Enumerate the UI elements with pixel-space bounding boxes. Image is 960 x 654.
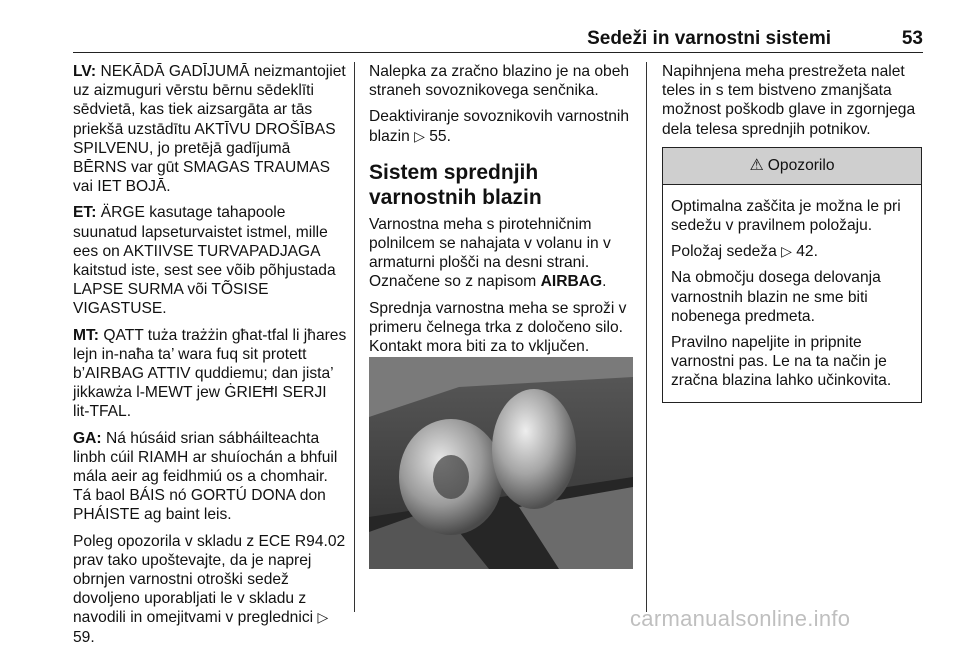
page-ref-link-42[interactable]: 42. (796, 243, 818, 261)
column-divider-1 (354, 62, 355, 612)
warning-header (663, 148, 921, 185)
lang-label-ga: GA: (73, 429, 102, 447)
warning-body (663, 185, 921, 402)
column-middle (369, 62, 635, 363)
page-header (73, 24, 923, 53)
text-et: ÄRGE kasutage tahapoole suunatud lapseturvaistet istmel, mille ees on AKTIIVSE TURVAPADJAGA kaitstud iste, sest see võib põhjustada LAPSE SURMA või TÕSISE VIGASTUSE. (73, 204, 336, 318)
lang-label-mt: MT: (73, 326, 99, 344)
warning-title: Opozorilo (767, 157, 835, 175)
arrow-ref-icon: ▷ (414, 127, 425, 144)
text-lv: NEKĀDĀ GADĪJUMĀ neizmantojiet uz aizmuguri vērstu bērnu sēdeklīti sēdvietā, kas tiek aizsargāta ar tās priekšā uzstādītu AKTĪVU DROŠĪBAS SPILVENU, jo pretējā gadījumā BĒRNS var gūt SMAGAS TRAUMAS vai IET BOJĀ. (73, 63, 346, 196)
warning-paragraph-4: Pravilno napeljite in pripnite varnostni pas. Le na ta način je zračna blazina lahko učinkovita. (671, 334, 892, 390)
warning-paragraph-2 (671, 242, 913, 261)
page-title: Sedeži in varnostni sistemi (587, 28, 831, 49)
page-ref-link-55[interactable]: 55. (429, 127, 451, 145)
paragraph-protection: Napihnjena meha prestrežeta nalet teles in s tem bistveno zmanjšata možnost poškodb glave in zgornjega dela telesa sprednjih potnikov. (662, 63, 916, 138)
warning-triangle-icon: ⚠ (749, 157, 764, 175)
text-poleg: Poleg opozorila v skladu z ECE R94.02 prav tako upoštevajte, da je naprej obrnjen varnostni otroški sedež dovoljeno uporabljati le v skladu z navodili in omejitvami v preglednici (73, 532, 346, 627)
column-divider-2 (646, 62, 647, 612)
lang-label-et: ET: (73, 204, 97, 222)
text-deactivation: Deaktiviranje sovoznikovih varnostnih blazin (369, 108, 630, 145)
text-airbag-location: Varnostna meha s pirotehničnim polnilcem se nahajata v volanu in v armaturni plošči na desni strani. Označene so z napisom (369, 215, 611, 291)
text-ga: Ná húsáid srian sábháilteachta linbh cúil RIAMH ar shuíochán a bhfuil mála aeir ag feidhmiú os a chomhair. Tá baol BÁIS nó GORTÚ DONA don PHÁISTE ag baint leis. (73, 429, 338, 524)
paragraph-label-location: Nalepka za zračno blazino je na obeh straneh sovoznikovega senčnika. (369, 63, 630, 100)
paragraph-mt (73, 326, 347, 422)
page-ref-link-59[interactable]: 59. (73, 628, 95, 646)
warning-box (662, 147, 922, 403)
page-number: 53 (901, 28, 923, 49)
airbag-label: AIRBAG (540, 273, 603, 291)
passenger-airbag (492, 389, 576, 509)
warning-paragraph-1: Optimalna zaščita je možna le pri sedežu v pravilnem položaju. (671, 197, 901, 235)
column-left (73, 62, 347, 654)
paragraph-deployment: Sprednja varnostna meha se sproži v primeru čelnega trka z določeno silo. Kontakt mora biti za to vključen. (369, 299, 627, 356)
section-title: Sistem sprednjih varnostnih blazin (369, 160, 542, 209)
paragraph-poleg (73, 532, 347, 647)
watermark: carmanualsonline.info (630, 606, 851, 631)
text-seat-position: Položaj sedeža (671, 243, 777, 261)
paragraph-deactivation (369, 107, 635, 145)
column-right (662, 62, 924, 403)
paragraph-airbag-location (369, 215, 635, 292)
airbag-photo (369, 357, 633, 569)
text-period: . (602, 273, 607, 291)
arrow-ref-icon: ▷ (781, 243, 792, 260)
paragraph-et (73, 203, 347, 318)
warning-paragraph-3: Na območju dosega delovanja varnostnih blazin ne sme biti nobenega predmeta. (671, 269, 881, 325)
airbag-illustration (369, 357, 633, 569)
text-mt: QATT tuża trażżin għat-tfal li jħares lejn in-naħa ta’ wara fuq sit protett b’AIRBAG ATTIV quddiemu; dan jista’ jikkawża l-MEWT jew ĠRIEĦI SERJI lit-TFAL. (73, 326, 347, 421)
arrow-ref-icon: ▷ (317, 609, 329, 626)
paragraph-lv (73, 62, 347, 196)
paragraph-ga (73, 429, 347, 525)
lang-label-lv: LV: (73, 63, 97, 80)
